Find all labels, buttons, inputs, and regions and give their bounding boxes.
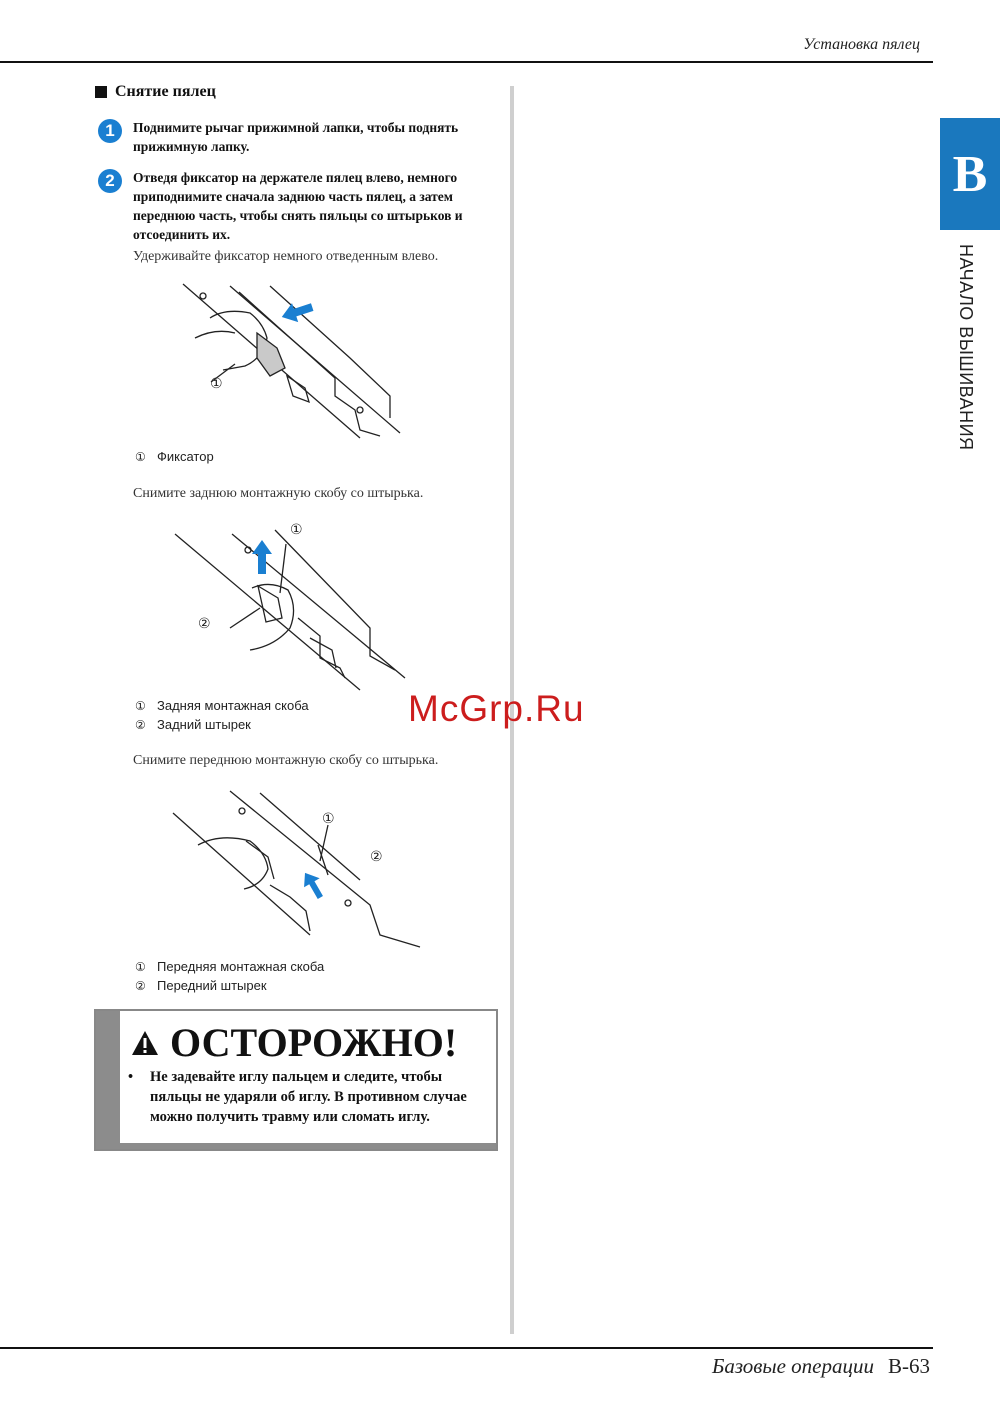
note-text: Удерживайте фиксатор немного отведенным влево.: [133, 249, 439, 264]
legend-label: Передний штырек: [157, 978, 267, 993]
legend-number: ②: [135, 717, 146, 732]
figure-3-legend: [135, 957, 324, 995]
section-title: Снятие пялец: [115, 83, 216, 100]
callout-1: ①: [322, 811, 335, 827]
caution-text: Не задевайте иглу пальцем и следите, чтобы пяльцы не ударяли об иглу. В противном случае можно получить травму или сломать иглу.: [150, 1069, 467, 1125]
caution-title: ОСТОРОЖНО!: [170, 1020, 458, 1065]
step-2: [98, 168, 498, 244]
callout-1: ①: [290, 522, 303, 538]
caution-stripe: [96, 1011, 120, 1149]
step-number-badge: 2: [98, 169, 122, 193]
legend-number: ①: [135, 959, 146, 974]
callout-2: ②: [198, 616, 211, 632]
section-heading: [95, 83, 216, 101]
rear-bracket-illustration: [170, 518, 415, 693]
legend-label: Фиксатор: [157, 449, 214, 464]
chapter-name: НАЧАЛО ВЫШИВАНИЯ: [956, 244, 976, 451]
figure-front-bracket: [170, 785, 425, 955]
square-bullet-icon: [95, 86, 107, 98]
header-rule: [0, 61, 933, 63]
legend-label: Передняя монтажная скоба: [157, 959, 325, 974]
legend-number: ①: [135, 698, 146, 713]
note-text: Снимите переднюю монтажную скобу со штырька.: [133, 753, 439, 768]
figure-2-legend: [135, 696, 309, 734]
callout-2: ②: [370, 849, 383, 865]
figure-release-lever: [175, 278, 420, 448]
step-text: Поднимите рычаг прижимной лапки, чтобы поднять прижимную лапку.: [133, 120, 459, 154]
warning-triangle-icon: [130, 1029, 160, 1057]
up-arrow-icon: [252, 540, 272, 574]
step-text: Отведя фиксатор на держателе пялец влево, немного приподнимите сначала заднюю часть пялец, а затем переднюю часть, чтобы снять пяльцы со штырьков и отсоединить их.: [133, 170, 463, 242]
caution-body: [128, 1067, 490, 1127]
step-number-badge: 1: [98, 119, 122, 143]
legend-number: ②: [135, 978, 146, 993]
footer-section: Базовые операции: [711, 1354, 874, 1378]
caution-box: [94, 1009, 498, 1151]
bullet: •: [128, 1069, 134, 1085]
legend-number: ①: [135, 449, 146, 464]
page-footer: [712, 1354, 930, 1379]
front-bracket-illustration: [170, 785, 425, 955]
callout-1: ①: [210, 376, 223, 392]
note-text: Снимите заднюю монтажную скобу со штырька.: [133, 486, 424, 501]
chapter-tab: B: [940, 118, 1000, 230]
hoop-lever-illustration: [175, 278, 420, 448]
caution-heading: [130, 1019, 457, 1066]
figure-1-legend: [135, 447, 214, 466]
caution-bottom-bar: [96, 1143, 496, 1149]
step-1: [98, 118, 498, 156]
watermark: McGrp.Ru: [408, 688, 585, 729]
page-number: B-63: [888, 1354, 930, 1378]
footer-rule: [0, 1347, 933, 1349]
running-header: Установка пялец: [803, 36, 920, 53]
up-arrow-icon: [298, 868, 328, 902]
legend-label: Задний штырек: [157, 717, 251, 732]
legend-label: Задняя монтажная скоба: [157, 698, 309, 713]
figure-rear-bracket: [170, 518, 415, 693]
